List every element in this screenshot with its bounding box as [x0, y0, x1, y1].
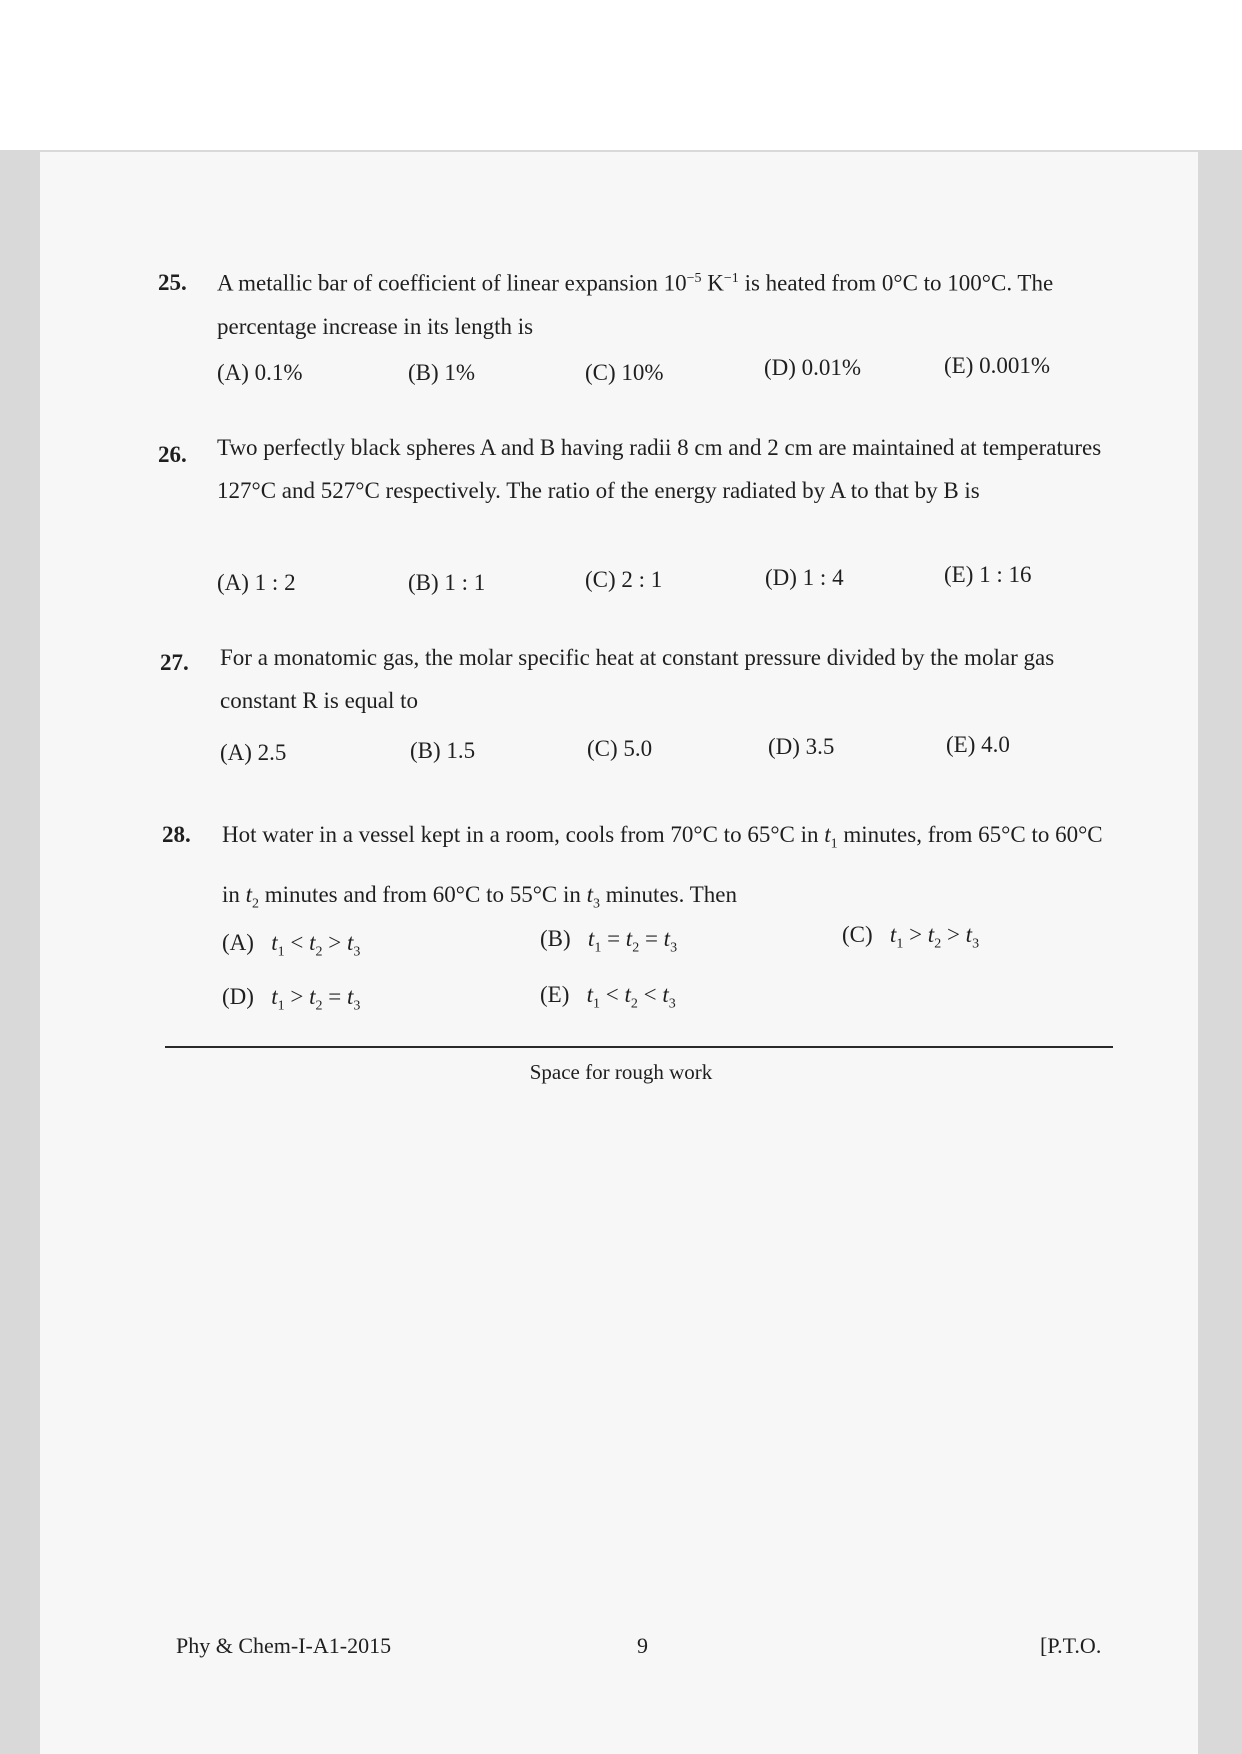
question-number: 26. — [158, 442, 187, 467]
question-number: 27. — [160, 650, 189, 675]
option-a[interactable]: (A) 2.5 — [220, 740, 287, 765]
option-a[interactable]: (A) 0.1% — [217, 360, 303, 385]
option-b[interactable]: (B) 1 : 1 — [408, 570, 486, 595]
question-text: A metallic bar of coefficient of linear expansion $10^{-5}$ $K^{-1}$ is heated from 0°C to 100°C. The percentage increase in its length is — [217, 270, 1054, 339]
option-e[interactable]: (E) 0.001% — [944, 353, 1051, 378]
question-text: Two perfectly black spheres A and B having radii 8 cm and 2 cm are maintained at temperatures 127°C and 527°C respectively. The ratio of the energy radiated by A to that by B is — [217, 435, 1102, 503]
option-b[interactable]: (B) 1.5 — [410, 738, 476, 763]
option-e[interactable]: (E) 4.0 — [946, 732, 1010, 757]
rough-work-divider — [165, 1046, 1113, 1048]
option-e[interactable]: (E) 1 : 16 — [944, 562, 1032, 587]
option-d[interactable]: (D) 3.5 — [768, 734, 835, 759]
option-b[interactable]: (B) $t_1 = t_2 = t_3$ — [540, 926, 678, 956]
option-a[interactable]: (A) $t_1 < t_2 > t_3$ — [222, 930, 361, 960]
option-c[interactable]: (C) 10% — [585, 360, 664, 385]
paper-code: Phy & Chem-I-A1-2015 — [176, 1633, 392, 1658]
option-e[interactable]: (E) $t_1 < t_2 < t_3$ — [540, 982, 676, 1012]
option-d[interactable]: (D) 1 : 4 — [765, 565, 844, 590]
option-c[interactable]: (C) 5.0 — [587, 736, 653, 761]
option-d[interactable]: (D) $t_1 > t_2 = t_3$ — [222, 984, 361, 1014]
question-text: For a monatomic gas, the molar specific heat at constant pressure divided by the molar gas constant R is equal to — [220, 645, 1055, 713]
option-c[interactable]: (C) $t_1 > t_2 > t_3$ — [842, 922, 980, 952]
option-c[interactable]: (C) 2 : 1 — [585, 567, 663, 592]
page-number: 9 — [637, 1633, 648, 1658]
question-number: 28. — [162, 822, 191, 847]
option-b[interactable]: (B) 1% — [408, 360, 476, 385]
option-a[interactable]: (A) 1 : 2 — [217, 570, 296, 595]
rough-work-label: Space for rough work — [529, 1060, 713, 1084]
option-d[interactable]: (D) 0.01% — [764, 355, 862, 380]
question-number: 25. — [158, 270, 187, 295]
please-turn-over: [P.T.O. — [1040, 1633, 1102, 1658]
question-text: Hot water in a vessel kept in a room, cools from 70°C to 65°C in $t_1$ minutes, from 65°C to 60°C in $t_2$ minutes and from 60°C to 55°C in $t_3$ minutes. Then — [222, 822, 1103, 912]
